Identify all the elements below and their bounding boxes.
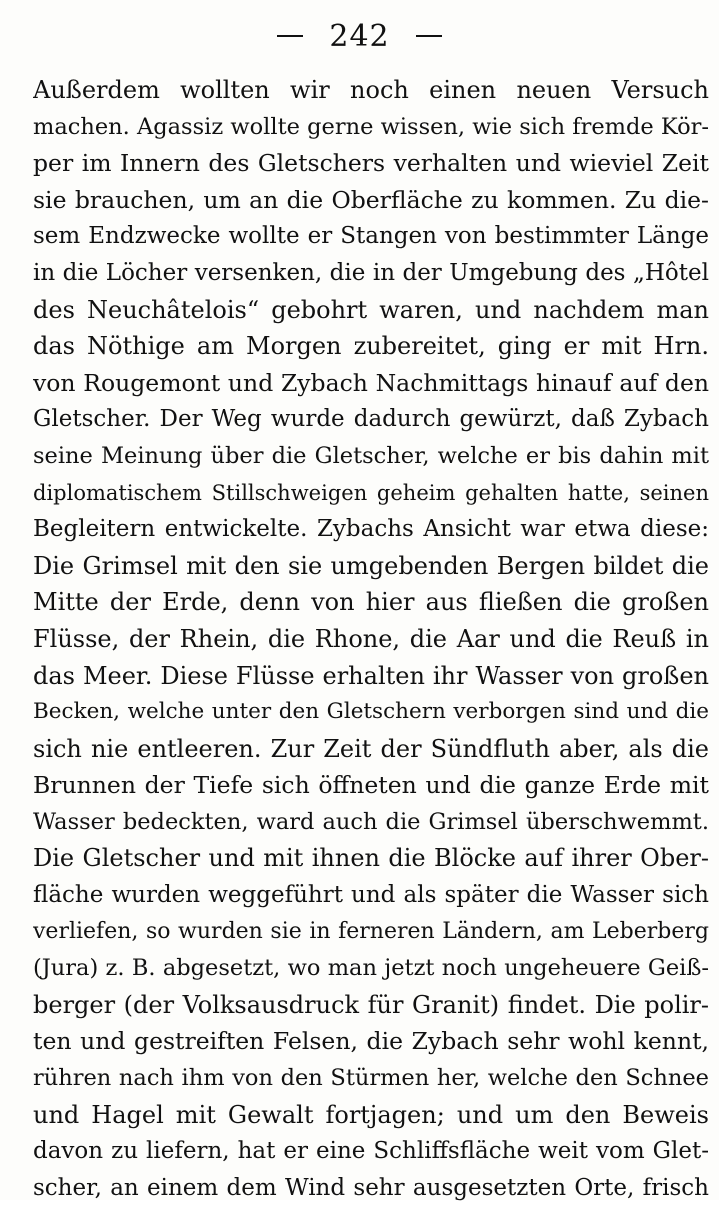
text-line: sem Endzwecke wollte er Stangen von bestimmter Länge [33, 223, 709, 250]
text-line: des Neuchâtelois“ gebohrt waren, und nachdem man [33, 295, 709, 324]
text-line: das Nöthige am Morgen zubereitet, ging er mit Hrn. [33, 332, 709, 361]
text-line: das Meer. Diese Flüsse erhalten ihr Wasser von großen [33, 661, 709, 690]
text-line: Die Gletscher und mit ihnen die Blöcke auf ihrer Ober- [33, 844, 709, 873]
page-number: 242 [329, 18, 390, 54]
text-line: von Rougemont und Zybach Nachmittags hinauf auf den [33, 368, 709, 397]
text-line: seine Meinung über die Gletscher, welche er bis dahin mit [33, 442, 709, 469]
text-line: Flüsse, der Rhein, die Rhone, die Aar und die Reuß in [33, 624, 709, 653]
text-line: in die Löcher versenken, die in der Umgebung des „Hôtel [33, 259, 709, 286]
text-line: ten und gestreiften Felsen, die Zybach sehr wohl kennt, [33, 1027, 709, 1056]
text-line: Becken, welche unter den Gletschern verborgen sind und die [33, 699, 709, 725]
text-line: Begleitern entwickelte. Zybachs Ansicht war etwa diese: [33, 516, 709, 543]
page-header [0, 16, 719, 56]
text-line: rühren nach ihm von den Stürmen her, welche den Schnee [33, 1065, 709, 1092]
left-dash [277, 35, 303, 37]
text-line: machen. Agassiz wollte gerne wissen, wie sich fremde Kör- [33, 113, 709, 140]
text-line: sie brauchen, um an die Oberfläche zu kommen. Zu die- [33, 185, 709, 214]
text-line: Außerdem wollten wir noch einen neuen Versuch [33, 76, 709, 104]
text-line: per im Innern des Gletschers verhalten und wieviel Zeit [33, 149, 709, 178]
text-line: verliefen, so wurden sie in ferneren Ländern, am Leberberg [33, 918, 709, 944]
body-text [33, 72, 709, 1206]
text-line: (Jura) z. B. abgesetzt, wo man jetzt noch ungeheuere Geiß- [33, 955, 709, 982]
text-line: davon zu liefern, hat er eine Schliffsfläche weit vom Glet- [33, 1138, 709, 1165]
right-dash [416, 35, 442, 37]
text-line: Die Grimsel mit den sie umgebenden Bergen bildet die [33, 551, 709, 580]
text-line: Gletscher. Der Weg wurde dadurch gewürzt, daß Zybach [33, 406, 709, 433]
text-line: scher, an einem dem Wind sehr ausgesetzten Orte, frisch [33, 1174, 709, 1201]
text-line: fläche wurden weggeführt und als später die Wasser sich [33, 882, 709, 909]
text-line: Wasser bedeckten, ward auch die Grimsel überschwemmt. [33, 808, 709, 835]
text-line: diplomatischem Stillschweigen geheim gehalten hatte, seinen [33, 480, 709, 505]
text-line: Mitte der Erde, denn von hier aus fließen die großen [33, 588, 709, 617]
text-line: sich nie entleeren. Zur Zeit der Sündfluth aber, als die [33, 734, 709, 763]
text-line: und Hagel mit Gewalt fortjagen; und um den Beweis [33, 1100, 709, 1129]
text-line: berger (der Volksausdruck für Granit) findet. Die polir- [33, 990, 709, 1019]
text-line: Brunnen der Tiefe sich öffneten und die ganze Erde mit [33, 771, 709, 800]
